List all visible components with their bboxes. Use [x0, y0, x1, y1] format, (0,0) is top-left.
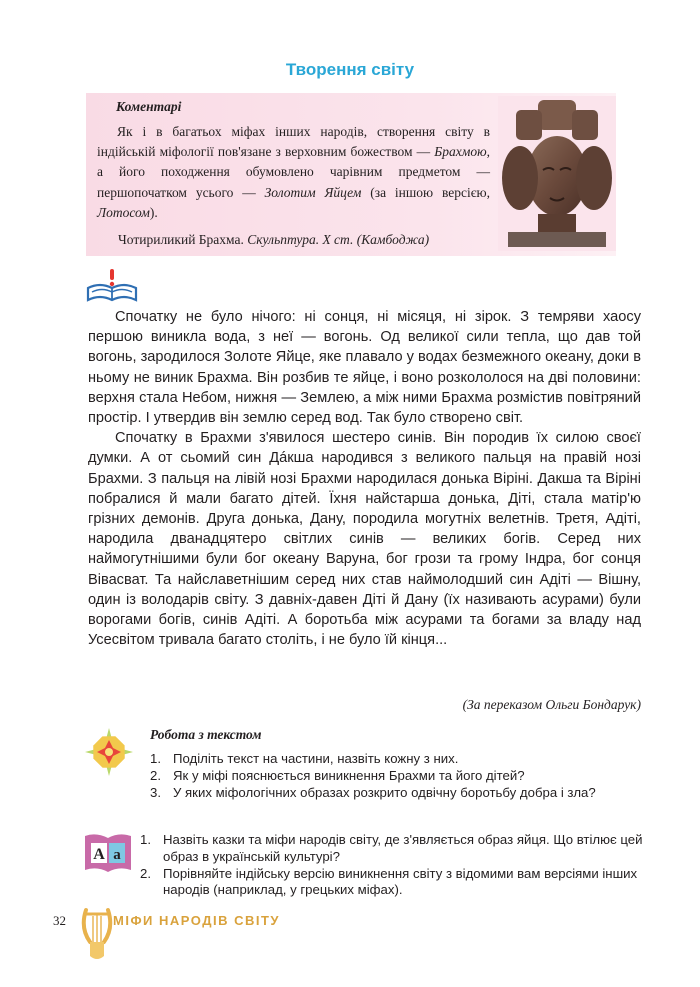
list-item: 2. Порівняйте індійську версію виникнення світу з відомими вам версіями інших народів (наприклад, у грецьких міфах).	[140, 865, 638, 898]
icon-letter: А	[93, 846, 105, 863]
work-questions	[150, 751, 663, 801]
ornament-flower-icon	[84, 727, 134, 777]
work-heading: Робота з текстом	[150, 727, 262, 742]
brahma-statue-image	[498, 96, 616, 251]
open-book-icon	[84, 266, 140, 306]
paragraph: Спочатку в Брахми з'явилося шестеро синів. Він породив їх силою своєї думки. А от сьомий син Дáкша народився з великого пальця на правій нозі Брахми. З пальця на лівій нозі Брахми народилася донька Віріні. Дакша та Віріні побралися й мали багато дітей. Їхня найстарша донька, Діті, стала матір'ю грізних демонів. Друга донька, Дану, породила могутніх велетнів. Третя, Адіті, народила дванадцятеро світлих синів — великих богів. Серед них наймогутнішими були бог океану Варуна, бог грози та грому Індра, бог сонця Вівасват. Та найславетнішим серед них став наймолодший син Адіті — Вішну, один із володарів світу. З давніх-давен Діті й Дану (їх називають асурами) були ворогами богів, синів Адіті. А боротьба між асурами та богами за владу над Усесвітом тривала багато століть, і не було їй кінця...	[88, 430, 641, 649]
page-title: Творення світу	[285, 60, 415, 79]
list-item: 1. Назвіть казки та міфи народів світу, де з'являється образ яйця. Що втілює цей образ в українській культурі?	[140, 832, 643, 864]
list-item: 3. У яких міфологічних образах розкрито одвічну боротьбу добра і зла?	[150, 784, 596, 800]
list-item: 1. Поділіть текст на частини, назвіть кожну з них.	[150, 751, 459, 766]
comment-text: Як і в багатьох міфах інших народів, створення світу в індійській міфології пов'язане з верховним божеством — Брахмою, а його походження обумовлено чарівним предметом — першопочатком усього — Золотим Яйцем (за іншою версією, Лотосом).	[97, 124, 491, 220]
extra-questions	[140, 832, 663, 899]
comment-heading: Коментарі	[116, 99, 182, 114]
list-item: 2. Як у міфі пояснюється виникнення Брахми та його дітей?	[150, 767, 525, 783]
source-attribution: (За переказом Ольги Бондарук)	[462, 697, 641, 712]
page-number: 32	[53, 913, 66, 928]
icon-letter: а	[113, 847, 121, 863]
section-title: МІФИ НАРОДІВ СВІТУ	[113, 913, 280, 928]
statue-caption: Чотириликий Брахма. Скульптура. Х ст. (Камбоджа)	[118, 232, 430, 247]
lyre-icon	[80, 906, 114, 964]
myth-text	[88, 307, 641, 650]
paragraph: Спочатку не було нічого: ні сонця, ні місяця, ні зірок. З темряви хаосу першою виникла вода, з неї — вогонь. Од великої сили тепла, що дав той вогонь, зародилося Золоте Яйце, яке плавало у водах безмежного океану, доки в ньому не виник Брахма. Він розбив те яйце, і воно розкололося на дві половини: верхня стала Небом, нижня — Землею, а між ними Брахма розмістив повітряний простір. І утвердив він землю серед вод. Так було створено світ.	[88, 309, 642, 427]
alphabet-book-icon	[82, 830, 134, 874]
